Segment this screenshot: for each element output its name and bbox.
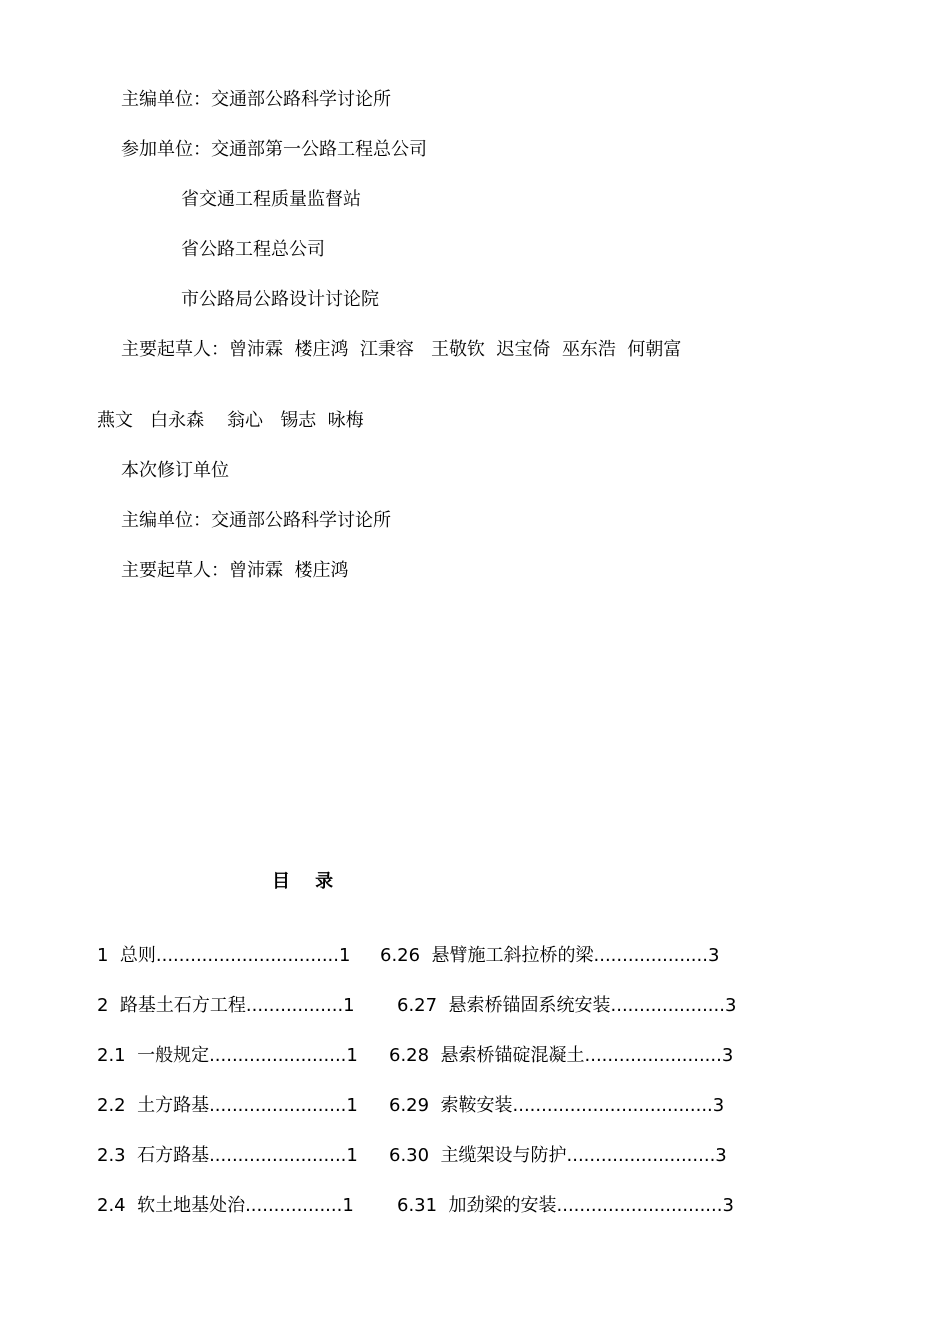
participating-unit-3: 省公路工程总公司	[181, 239, 325, 260]
participating-unit-2: 省交通工程质量监督站	[181, 189, 361, 210]
toc-entry[interactable]: 2.4 软土地基处治.................1	[97, 1195, 354, 1216]
chief-editor-unit: 主编单位：交通部公路科学讨论所	[121, 89, 391, 110]
revision-chief-editor-unit: 主编单位：交通部公路科学讨论所	[121, 510, 391, 531]
main-drafters: 主要起草人：曾沛霖 楼庄鸿 江秉容 王敬钦 迟宝倚 巫东浩 何朝富	[121, 339, 682, 360]
toc-entry[interactable]: 2.2 土方路基........................1	[97, 1095, 358, 1116]
participating-unit-4: 市公路局公路设计讨论院	[181, 289, 379, 310]
toc-entry[interactable]: 6.26 悬臂施工斜拉桥的梁....................3	[380, 945, 720, 966]
toc-entry[interactable]: 6.28 悬索桥锚碇混凝土........................3	[389, 1045, 734, 1066]
toc-title: 目 录	[272, 871, 334, 892]
toc-entry[interactable]: 6.27 悬索桥锚固系统安装....................3	[397, 995, 737, 1016]
toc-entry[interactable]: 6.29 索鞍安装...................................3	[389, 1095, 725, 1116]
toc-entry[interactable]: 6.31 加劲梁的安装.............................3	[397, 1195, 734, 1216]
revision-main-drafters: 主要起草人：曾沛霖 楼庄鸿	[121, 560, 349, 581]
toc-entry[interactable]: 2.3 石方路基........................1	[97, 1145, 358, 1166]
toc-entry[interactable]: 2.1 一般规定........................1	[97, 1045, 358, 1066]
toc-entry[interactable]: 1 总则................................1	[97, 945, 351, 966]
toc-entry[interactable]: 6.30 主缆架设与防护..........................3	[389, 1145, 727, 1166]
revision-unit-heading: 本次修订单位	[121, 460, 229, 481]
participating-unit: 参加单位：交通部第一公路工程总公司	[121, 139, 427, 160]
main-drafters-continued: 燕文 白永森 翁心 锡志 咏梅	[97, 410, 364, 431]
toc-entry[interactable]: 2 路基土石方工程.................1	[97, 995, 355, 1016]
